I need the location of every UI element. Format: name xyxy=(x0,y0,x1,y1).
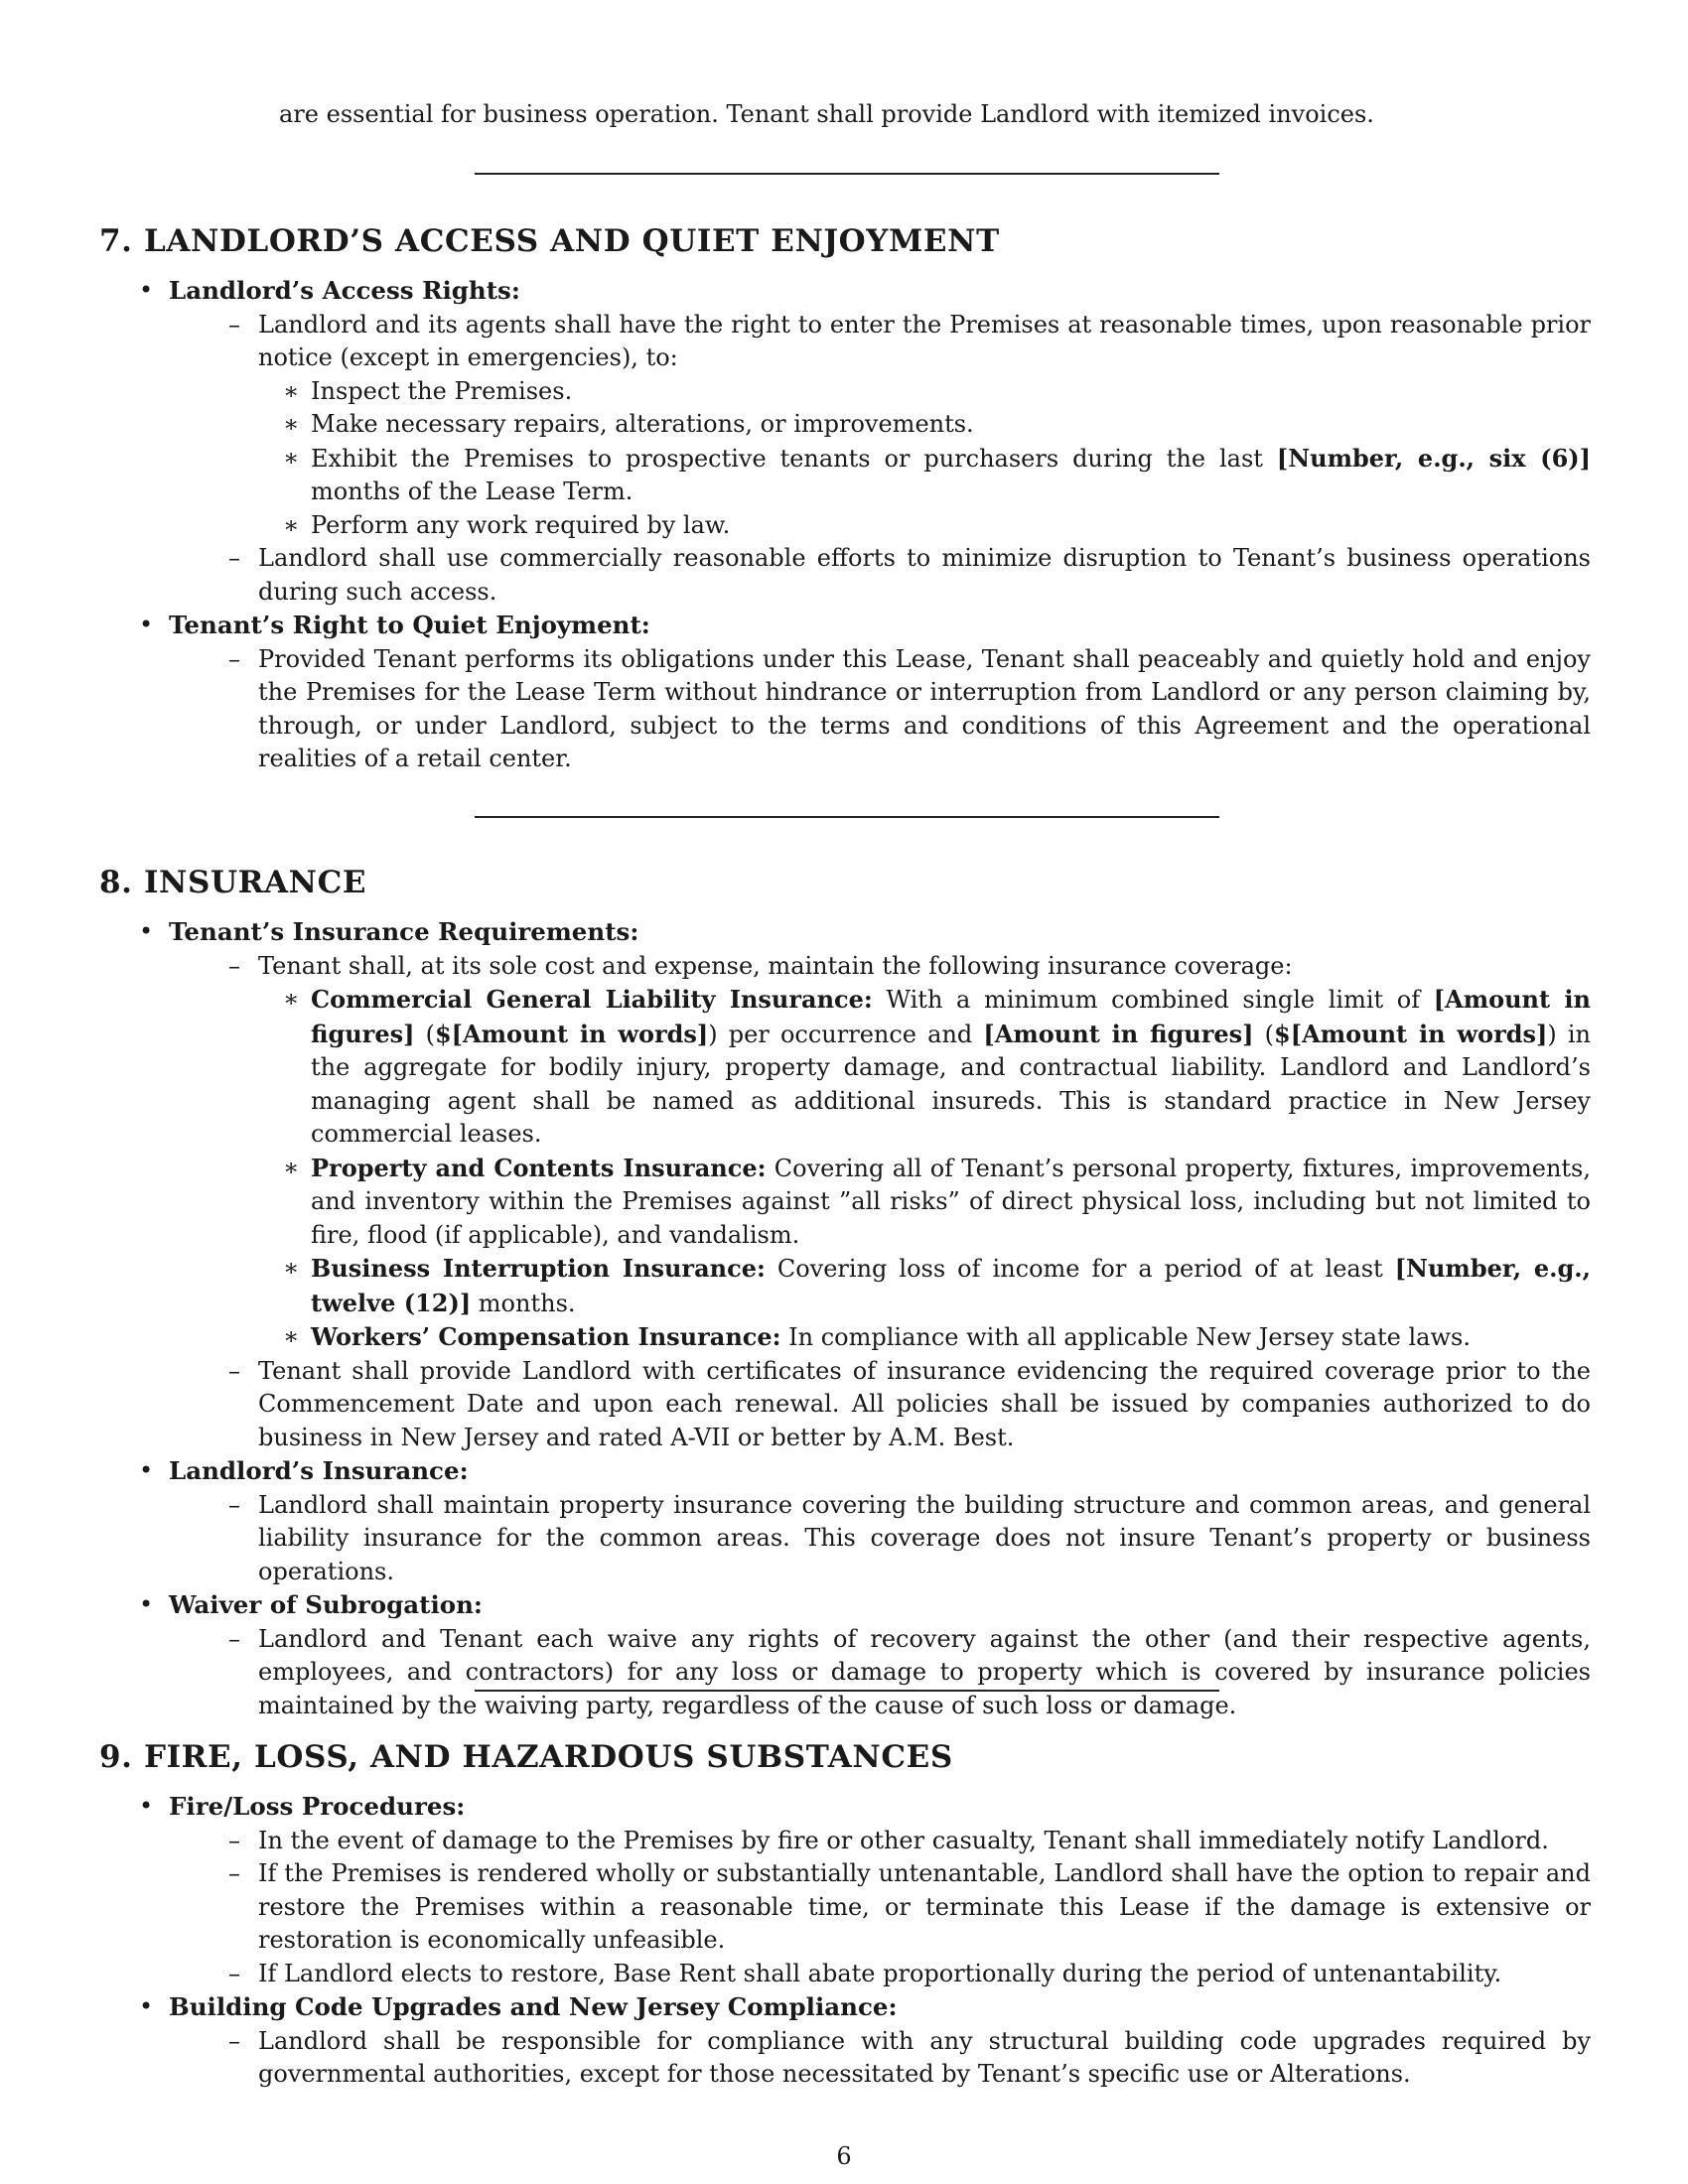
landlord-insurance-text: Landlord shall maintain property insurance covering the building structure and common areas, and general liability insurance for the common areas. This coverage does not insure Tenant’s property or business operations. xyxy=(258,1490,1591,1585)
list-item xyxy=(169,1958,1591,1991)
list-item xyxy=(139,915,1591,1454)
workers-comp-text: In compliance with all applicable New Jersey state laws. xyxy=(780,1323,1471,1351)
list-item xyxy=(169,408,1591,442)
access-effort-text: Landlord shall use commercially reasonable efforts to minimize disruption to Tenant’s business operations during such access. xyxy=(258,544,1591,606)
quiet-enjoyment-heading: Tenant’s Right to Quiet Enjoyment: xyxy=(169,611,650,639)
access-intro: Landlord and its agents shall have the right to enter the Premises at reasonable times, upon reasonable prior notice (except in emergencies), to: xyxy=(258,310,1591,371)
list-item xyxy=(139,1588,1591,1722)
list-item xyxy=(169,2025,1591,2092)
property-insurance-label: Property and Contents Insurance: xyxy=(311,1153,767,1182)
section-9-list xyxy=(139,1790,1591,2092)
tenant-insurance-intro: Tenant shall, at its sole cost and expense, maintain the following insurance coverage: xyxy=(258,951,1293,980)
list-item xyxy=(169,983,1591,1152)
cgl-text: ) in the aggregate for bodily injury, property damage, and contractual liability. Landlord and Landlord’s managing agent shall be named as additional insureds. This is standard practice in New Jersey commercial leases. xyxy=(311,1020,1592,1148)
access-item-exhibit: Exhibit the Premises to prospective tenants or purchasers during the last xyxy=(311,444,1277,473)
list-item xyxy=(139,609,1591,776)
list-item xyxy=(139,1454,1591,1588)
access-item-inspect: Inspect the Premises. xyxy=(311,376,573,405)
list-item xyxy=(139,274,1591,609)
section-7-list xyxy=(139,274,1591,776)
section-7-title: 7. LANDLORD’S ACCESS AND QUIET ENJOYMENT xyxy=(99,223,1000,259)
continuation-text: are essential for business operation. Tenant shall provide Landlord with itemized invoices. xyxy=(279,100,1374,128)
list-item xyxy=(169,1252,1591,1320)
page-number: 6 xyxy=(836,2142,852,2170)
landlord-insurance-heading: Landlord’s Insurance: xyxy=(169,1456,469,1485)
cgl-text: With a minimum combined single limit of xyxy=(872,986,1434,1014)
access-rights-heading: Landlord’s Access Rights: xyxy=(169,276,520,305)
section-8-title: 8. INSURANCE xyxy=(99,865,367,900)
list-item xyxy=(169,542,1591,609)
list-item xyxy=(169,950,1591,1355)
tenant-insurance-heading: Tenant’s Insurance Requirements: xyxy=(169,917,639,946)
fire-loss-text: If the Premises is rendered wholly or substantially untenantable, Landlord shall have the option to repair and restore the Premises within a reasonable time, or terminate this Lease if the damage is extensive or restoration is economically unfeasible. xyxy=(258,1859,1591,1954)
access-item-exhibit-end: months of the Lease Term. xyxy=(311,478,633,505)
list-item xyxy=(169,1825,1591,1858)
placeholder: $[Amount in words] xyxy=(1274,1019,1548,1048)
section-divider xyxy=(475,1690,1219,1692)
list-item xyxy=(169,442,1591,509)
list-item xyxy=(169,509,1591,543)
section-divider xyxy=(475,173,1219,175)
list-item xyxy=(169,1623,1591,1723)
placeholder: [Amount in figures] xyxy=(311,985,1591,1048)
list-item xyxy=(139,1990,1591,2092)
placeholder: [Number, e.g., twelve (12)] xyxy=(311,1254,1591,1317)
list-item xyxy=(169,1152,1591,1253)
cgl-label: Commercial General Liability Insurance: xyxy=(311,985,873,1014)
cgl-text: ( xyxy=(414,1020,435,1048)
cgl-text: ( xyxy=(1253,1020,1275,1048)
placeholder: [Number, e.g., six (6)] xyxy=(1276,443,1592,473)
placeholder: [Amount in figures] xyxy=(983,1019,1254,1048)
list-item xyxy=(169,1857,1591,1958)
business-interruption-label: Business Interruption Insurance: xyxy=(311,1254,766,1283)
fire-loss-heading: Fire/Loss Procedures: xyxy=(169,1792,466,1821)
building-code-heading: Building Code Upgrades and New Jersey Compliance: xyxy=(169,1992,898,2021)
section-8-list xyxy=(139,915,1591,1722)
list-item xyxy=(169,643,1591,776)
business-interruption-text-end: months. xyxy=(471,1289,576,1317)
section-divider xyxy=(475,816,1219,818)
list-item xyxy=(169,1489,1591,1589)
fire-loss-text: In the event of damage to the Premises by fire or other casualty, Tenant shall immediately notify Landlord. xyxy=(258,1826,1549,1854)
list-item xyxy=(169,375,1591,409)
placeholder: $[Amount in words] xyxy=(434,1019,709,1048)
list-item xyxy=(169,1320,1591,1355)
quiet-enjoyment-text: Provided Tenant performs its obligations under this Lease, Tenant shall peaceably and quietly hold and enjoy the Premises for the Lease Term without hindrance or interruption from Landlord or any person claiming by, through, or under Landlord, subject to the terms and conditions of this Agreement and the operational realities of a retail center. xyxy=(258,644,1591,772)
list-item xyxy=(169,309,1591,543)
workers-comp-label: Workers’ Compensation Insurance: xyxy=(311,1322,781,1351)
section-9-title: 9. FIRE, LOSS, AND HAZARDOUS SUBSTANCES xyxy=(99,1739,953,1775)
access-item-repairs: Make necessary repairs, alterations, or improvements. xyxy=(311,410,974,438)
list-item xyxy=(169,1355,1591,1455)
building-code-text: Landlord shall be responsible for compliance with any structural building code upgrades required by governmental authorities, except for those necessitated by Tenant’s specific use or Alterations. xyxy=(258,2026,1591,2088)
property-insurance-text: Covering all of Tenant’s personal property, fixtures, improvements, and inventory within the Premises against ”all risks” of direct physical loss, including but not limited to fire, flood (if applicable), and vandalism. xyxy=(311,1154,1591,1249)
list-item xyxy=(139,1790,1591,1990)
cgl-text: ) per occurrence and xyxy=(708,1020,984,1048)
business-interruption-text: Covering loss of income for a period of at least xyxy=(765,1255,1395,1283)
certificate-text: Tenant shall provide Landlord with certificates of insurance evidencing the required coverage prior to the Commencement Date and upon each renewal. All policies shall be issued by companies authorized to do business in New Jersey and rated A-VII or better by A.M. Best. xyxy=(258,1356,1591,1451)
waiver-heading: Waiver of Subrogation: xyxy=(169,1590,483,1619)
fire-loss-text: If Landlord elects to restore, Base Rent shall abate proportionally during the period of untenantability. xyxy=(258,1959,1502,1987)
waiver-text: Landlord and Tenant each waive any rights of recovery against the other (and their respective agents, employees, and contractors) for any loss or damage to property which is covered by insurance policies maintained by the waiving party, regardless of the cause of such loss or damage. xyxy=(258,1624,1591,1719)
access-item-law: Perform any work required by law. xyxy=(311,510,731,539)
